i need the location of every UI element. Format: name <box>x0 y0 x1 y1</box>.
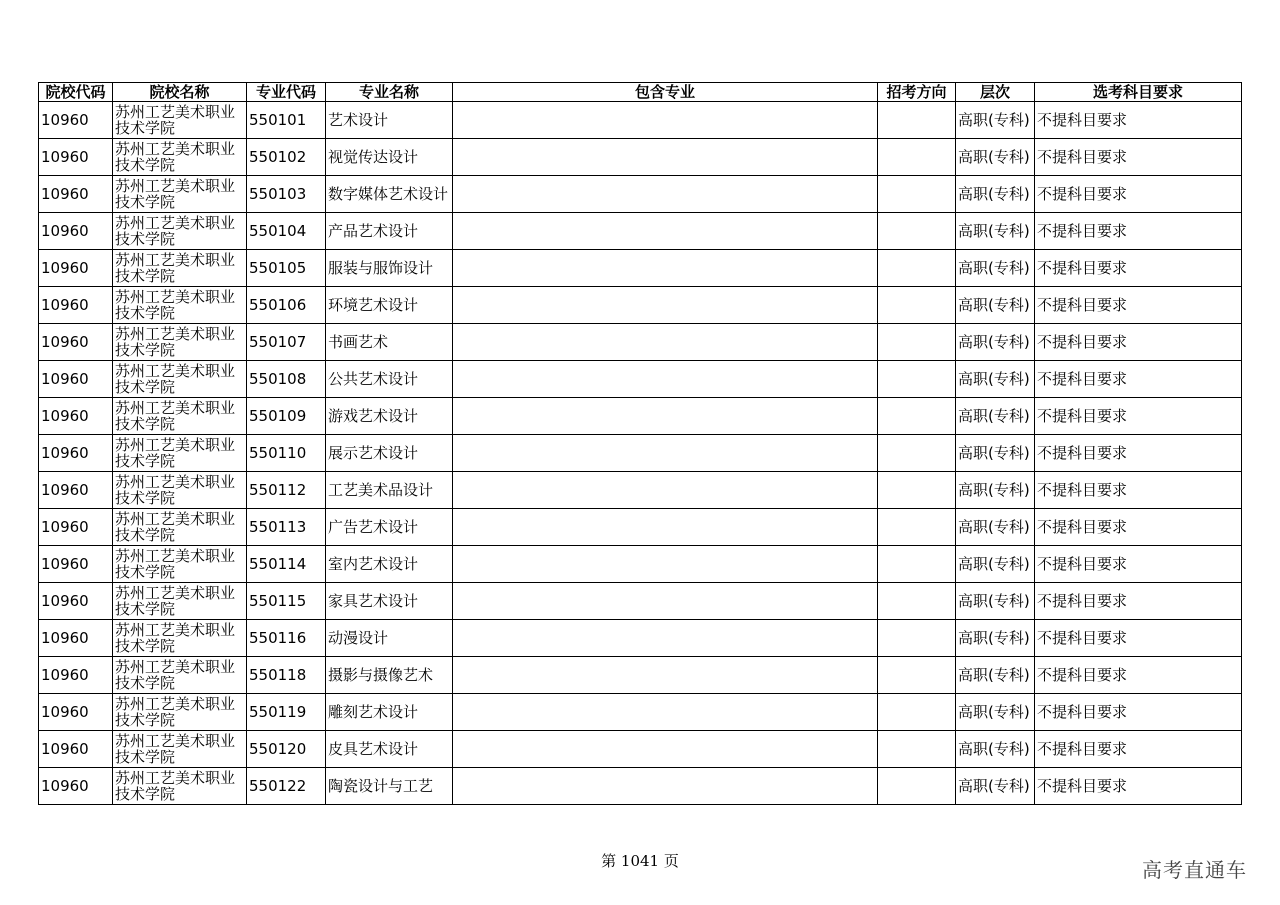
cell-included-majors <box>453 509 878 546</box>
cell-major-code: 550114 <box>247 546 326 583</box>
cell-direction <box>878 768 956 805</box>
cell-requirement: 不提科目要求 <box>1035 287 1242 324</box>
cell-requirement: 不提科目要求 <box>1035 731 1242 768</box>
cell-included-majors <box>453 620 878 657</box>
cell-major-code: 550104 <box>247 213 326 250</box>
cell-direction <box>878 176 956 213</box>
cell-school-code: 10960 <box>39 139 113 176</box>
cell-requirement: 不提科目要求 <box>1035 435 1242 472</box>
cell-level: 高职(专科) <box>956 694 1035 731</box>
cell-school-name: 苏州工艺美术职业技术学院 <box>113 398 247 435</box>
cell-direction <box>878 361 956 398</box>
cell-requirement: 不提科目要求 <box>1035 250 1242 287</box>
cell-included-majors <box>453 287 878 324</box>
admissions-table <box>38 82 1242 805</box>
cell-school-code: 10960 <box>39 731 113 768</box>
cell-direction <box>878 435 956 472</box>
cell-requirement: 不提科目要求 <box>1035 546 1242 583</box>
cell-level: 高职(专科) <box>956 583 1035 620</box>
cell-included-majors <box>453 435 878 472</box>
cell-level: 高职(专科) <box>956 213 1035 250</box>
cell-major-name: 工艺美术品设计 <box>326 472 453 509</box>
cell-included-majors <box>453 694 878 731</box>
cell-level: 高职(专科) <box>956 176 1035 213</box>
cell-school-code: 10960 <box>39 546 113 583</box>
cell-direction <box>878 509 956 546</box>
table-row <box>39 472 1242 509</box>
cell-requirement: 不提科目要求 <box>1035 139 1242 176</box>
cell-major-name: 广告艺术设计 <box>326 509 453 546</box>
cell-direction <box>878 472 956 509</box>
cell-direction <box>878 324 956 361</box>
cell-requirement: 不提科目要求 <box>1035 472 1242 509</box>
cell-school-name: 苏州工艺美术职业技术学院 <box>113 102 247 139</box>
cell-included-majors <box>453 361 878 398</box>
cell-school-name: 苏州工艺美术职业技术学院 <box>113 324 247 361</box>
cell-school-code: 10960 <box>39 250 113 287</box>
table-row <box>39 324 1242 361</box>
header-major-name: 专业名称 <box>326 83 453 102</box>
table-row <box>39 287 1242 324</box>
cell-major-name: 陶瓷设计与工艺 <box>326 768 453 805</box>
cell-level: 高职(专科) <box>956 435 1035 472</box>
cell-level: 高职(专科) <box>956 546 1035 583</box>
page-number: 第 1041 页 <box>601 852 679 870</box>
cell-school-name: 苏州工艺美术职业技术学院 <box>113 768 247 805</box>
cell-major-code: 550110 <box>247 435 326 472</box>
cell-level: 高职(专科) <box>956 139 1035 176</box>
header-included-majors: 包含专业 <box>453 83 878 102</box>
cell-major-name: 皮具艺术设计 <box>326 731 453 768</box>
cell-school-code: 10960 <box>39 287 113 324</box>
cell-major-name: 书画艺术 <box>326 324 453 361</box>
table-row <box>39 509 1242 546</box>
cell-major-code: 550116 <box>247 620 326 657</box>
cell-level: 高职(专科) <box>956 509 1035 546</box>
cell-included-majors <box>453 768 878 805</box>
cell-included-majors <box>453 546 878 583</box>
cell-included-majors <box>453 472 878 509</box>
cell-major-code: 550105 <box>247 250 326 287</box>
cell-school-code: 10960 <box>39 583 113 620</box>
cell-included-majors <box>453 657 878 694</box>
cell-school-code: 10960 <box>39 768 113 805</box>
table-row <box>39 398 1242 435</box>
cell-level: 高职(专科) <box>956 102 1035 139</box>
cell-direction <box>878 213 956 250</box>
cell-requirement: 不提科目要求 <box>1035 361 1242 398</box>
cell-major-code: 550118 <box>247 657 326 694</box>
cell-school-code: 10960 <box>39 102 113 139</box>
cell-included-majors <box>453 250 878 287</box>
cell-direction <box>878 694 956 731</box>
cell-major-code: 550109 <box>247 398 326 435</box>
cell-major-name: 游戏艺术设计 <box>326 398 453 435</box>
cell-included-majors <box>453 213 878 250</box>
cell-major-name: 公共艺术设计 <box>326 361 453 398</box>
cell-level: 高职(专科) <box>956 620 1035 657</box>
header-school-code: 院校代码 <box>39 83 113 102</box>
cell-major-code: 550106 <box>247 287 326 324</box>
cell-major-name: 雕刻艺术设计 <box>326 694 453 731</box>
cell-school-name: 苏州工艺美术职业技术学院 <box>113 657 247 694</box>
cell-major-code: 550101 <box>247 102 326 139</box>
cell-school-code: 10960 <box>39 509 113 546</box>
cell-major-code: 550102 <box>247 139 326 176</box>
cell-school-code: 10960 <box>39 657 113 694</box>
cell-included-majors <box>453 398 878 435</box>
cell-requirement: 不提科目要求 <box>1035 583 1242 620</box>
cell-school-name: 苏州工艺美术职业技术学院 <box>113 176 247 213</box>
header-major-code: 专业代码 <box>247 83 326 102</box>
cell-major-code: 550122 <box>247 768 326 805</box>
cell-requirement: 不提科目要求 <box>1035 324 1242 361</box>
cell-school-code: 10960 <box>39 398 113 435</box>
cell-level: 高职(专科) <box>956 398 1035 435</box>
cell-included-majors <box>453 176 878 213</box>
cell-level: 高职(专科) <box>956 768 1035 805</box>
cell-level: 高职(专科) <box>956 657 1035 694</box>
cell-major-code: 550107 <box>247 324 326 361</box>
cell-direction <box>878 583 956 620</box>
cell-major-name: 数字媒体艺术设计 <box>326 176 453 213</box>
header-direction: 招考方向 <box>878 83 956 102</box>
cell-requirement: 不提科目要求 <box>1035 694 1242 731</box>
cell-level: 高职(专科) <box>956 472 1035 509</box>
cell-school-name: 苏州工艺美术职业技术学院 <box>113 139 247 176</box>
table-body <box>39 102 1242 805</box>
table-header-row <box>39 83 1242 102</box>
cell-major-name: 家具艺术设计 <box>326 583 453 620</box>
cell-included-majors <box>453 139 878 176</box>
cell-major-name: 展示艺术设计 <box>326 435 453 472</box>
cell-requirement: 不提科目要求 <box>1035 398 1242 435</box>
cell-major-code: 550120 <box>247 731 326 768</box>
header-requirement: 选考科目要求 <box>1035 83 1242 102</box>
cell-requirement: 不提科目要求 <box>1035 176 1242 213</box>
cell-requirement: 不提科目要求 <box>1035 509 1242 546</box>
table-row <box>39 657 1242 694</box>
cell-requirement: 不提科目要求 <box>1035 657 1242 694</box>
header-school-name: 院校名称 <box>113 83 247 102</box>
table-row <box>39 139 1242 176</box>
cell-major-code: 550103 <box>247 176 326 213</box>
cell-major-name: 摄影与摄像艺术 <box>326 657 453 694</box>
cell-major-code: 550119 <box>247 694 326 731</box>
cell-school-code: 10960 <box>39 694 113 731</box>
table-row <box>39 546 1242 583</box>
cell-school-code: 10960 <box>39 324 113 361</box>
cell-included-majors <box>453 324 878 361</box>
cell-major-name: 服装与服饰设计 <box>326 250 453 287</box>
cell-school-name: 苏州工艺美术职业技术学院 <box>113 620 247 657</box>
cell-school-name: 苏州工艺美术职业技术学院 <box>113 583 247 620</box>
cell-direction <box>878 250 956 287</box>
cell-direction <box>878 620 956 657</box>
cell-school-name: 苏州工艺美术职业技术学院 <box>113 694 247 731</box>
header-level: 层次 <box>956 83 1035 102</box>
cell-direction <box>878 657 956 694</box>
cell-school-code: 10960 <box>39 361 113 398</box>
cell-school-name: 苏州工艺美术职业技术学院 <box>113 546 247 583</box>
cell-requirement: 不提科目要求 <box>1035 102 1242 139</box>
cell-school-code: 10960 <box>39 620 113 657</box>
cell-direction <box>878 546 956 583</box>
table-row <box>39 768 1242 805</box>
cell-school-code: 10960 <box>39 176 113 213</box>
table-row <box>39 102 1242 139</box>
cell-major-code: 550108 <box>247 361 326 398</box>
cell-school-name: 苏州工艺美术职业技术学院 <box>113 435 247 472</box>
cell-major-name: 视觉传达设计 <box>326 139 453 176</box>
cell-school-name: 苏州工艺美术职业技术学院 <box>113 287 247 324</box>
table-row <box>39 435 1242 472</box>
cell-direction <box>878 398 956 435</box>
cell-direction <box>878 139 956 176</box>
table-row <box>39 213 1242 250</box>
cell-included-majors <box>453 102 878 139</box>
table-row <box>39 583 1242 620</box>
cell-direction <box>878 287 956 324</box>
table-row <box>39 620 1242 657</box>
cell-requirement: 不提科目要求 <box>1035 213 1242 250</box>
cell-level: 高职(专科) <box>956 361 1035 398</box>
cell-major-name: 动漫设计 <box>326 620 453 657</box>
table-row <box>39 694 1242 731</box>
table-row <box>39 250 1242 287</box>
cell-major-name: 室内艺术设计 <box>326 546 453 583</box>
cell-school-name: 苏州工艺美术职业技术学院 <box>113 250 247 287</box>
cell-major-name: 艺术设计 <box>326 102 453 139</box>
cell-level: 高职(专科) <box>956 324 1035 361</box>
cell-major-code: 550115 <box>247 583 326 620</box>
cell-school-code: 10960 <box>39 472 113 509</box>
cell-school-name: 苏州工艺美术职业技术学院 <box>113 213 247 250</box>
cell-level: 高职(专科) <box>956 287 1035 324</box>
cell-major-code: 550112 <box>247 472 326 509</box>
cell-requirement: 不提科目要求 <box>1035 768 1242 805</box>
table-row <box>39 731 1242 768</box>
cell-school-code: 10960 <box>39 435 113 472</box>
cell-school-name: 苏州工艺美术职业技术学院 <box>113 472 247 509</box>
cell-included-majors <box>453 731 878 768</box>
cell-major-code: 550113 <box>247 509 326 546</box>
cell-school-name: 苏州工艺美术职业技术学院 <box>113 361 247 398</box>
cell-major-name: 产品艺术设计 <box>326 213 453 250</box>
table-row <box>39 361 1242 398</box>
cell-school-code: 10960 <box>39 213 113 250</box>
cell-major-name: 环境艺术设计 <box>326 287 453 324</box>
cell-direction <box>878 102 956 139</box>
cell-included-majors <box>453 583 878 620</box>
cell-school-name: 苏州工艺美术职业技术学院 <box>113 731 247 768</box>
cell-requirement: 不提科目要求 <box>1035 620 1242 657</box>
cell-school-name: 苏州工艺美术职业技术学院 <box>113 509 247 546</box>
watermark-text: 高考直通车 <box>1142 858 1247 882</box>
table-row <box>39 176 1242 213</box>
cell-direction <box>878 731 956 768</box>
cell-level: 高职(专科) <box>956 731 1035 768</box>
cell-level: 高职(专科) <box>956 250 1035 287</box>
